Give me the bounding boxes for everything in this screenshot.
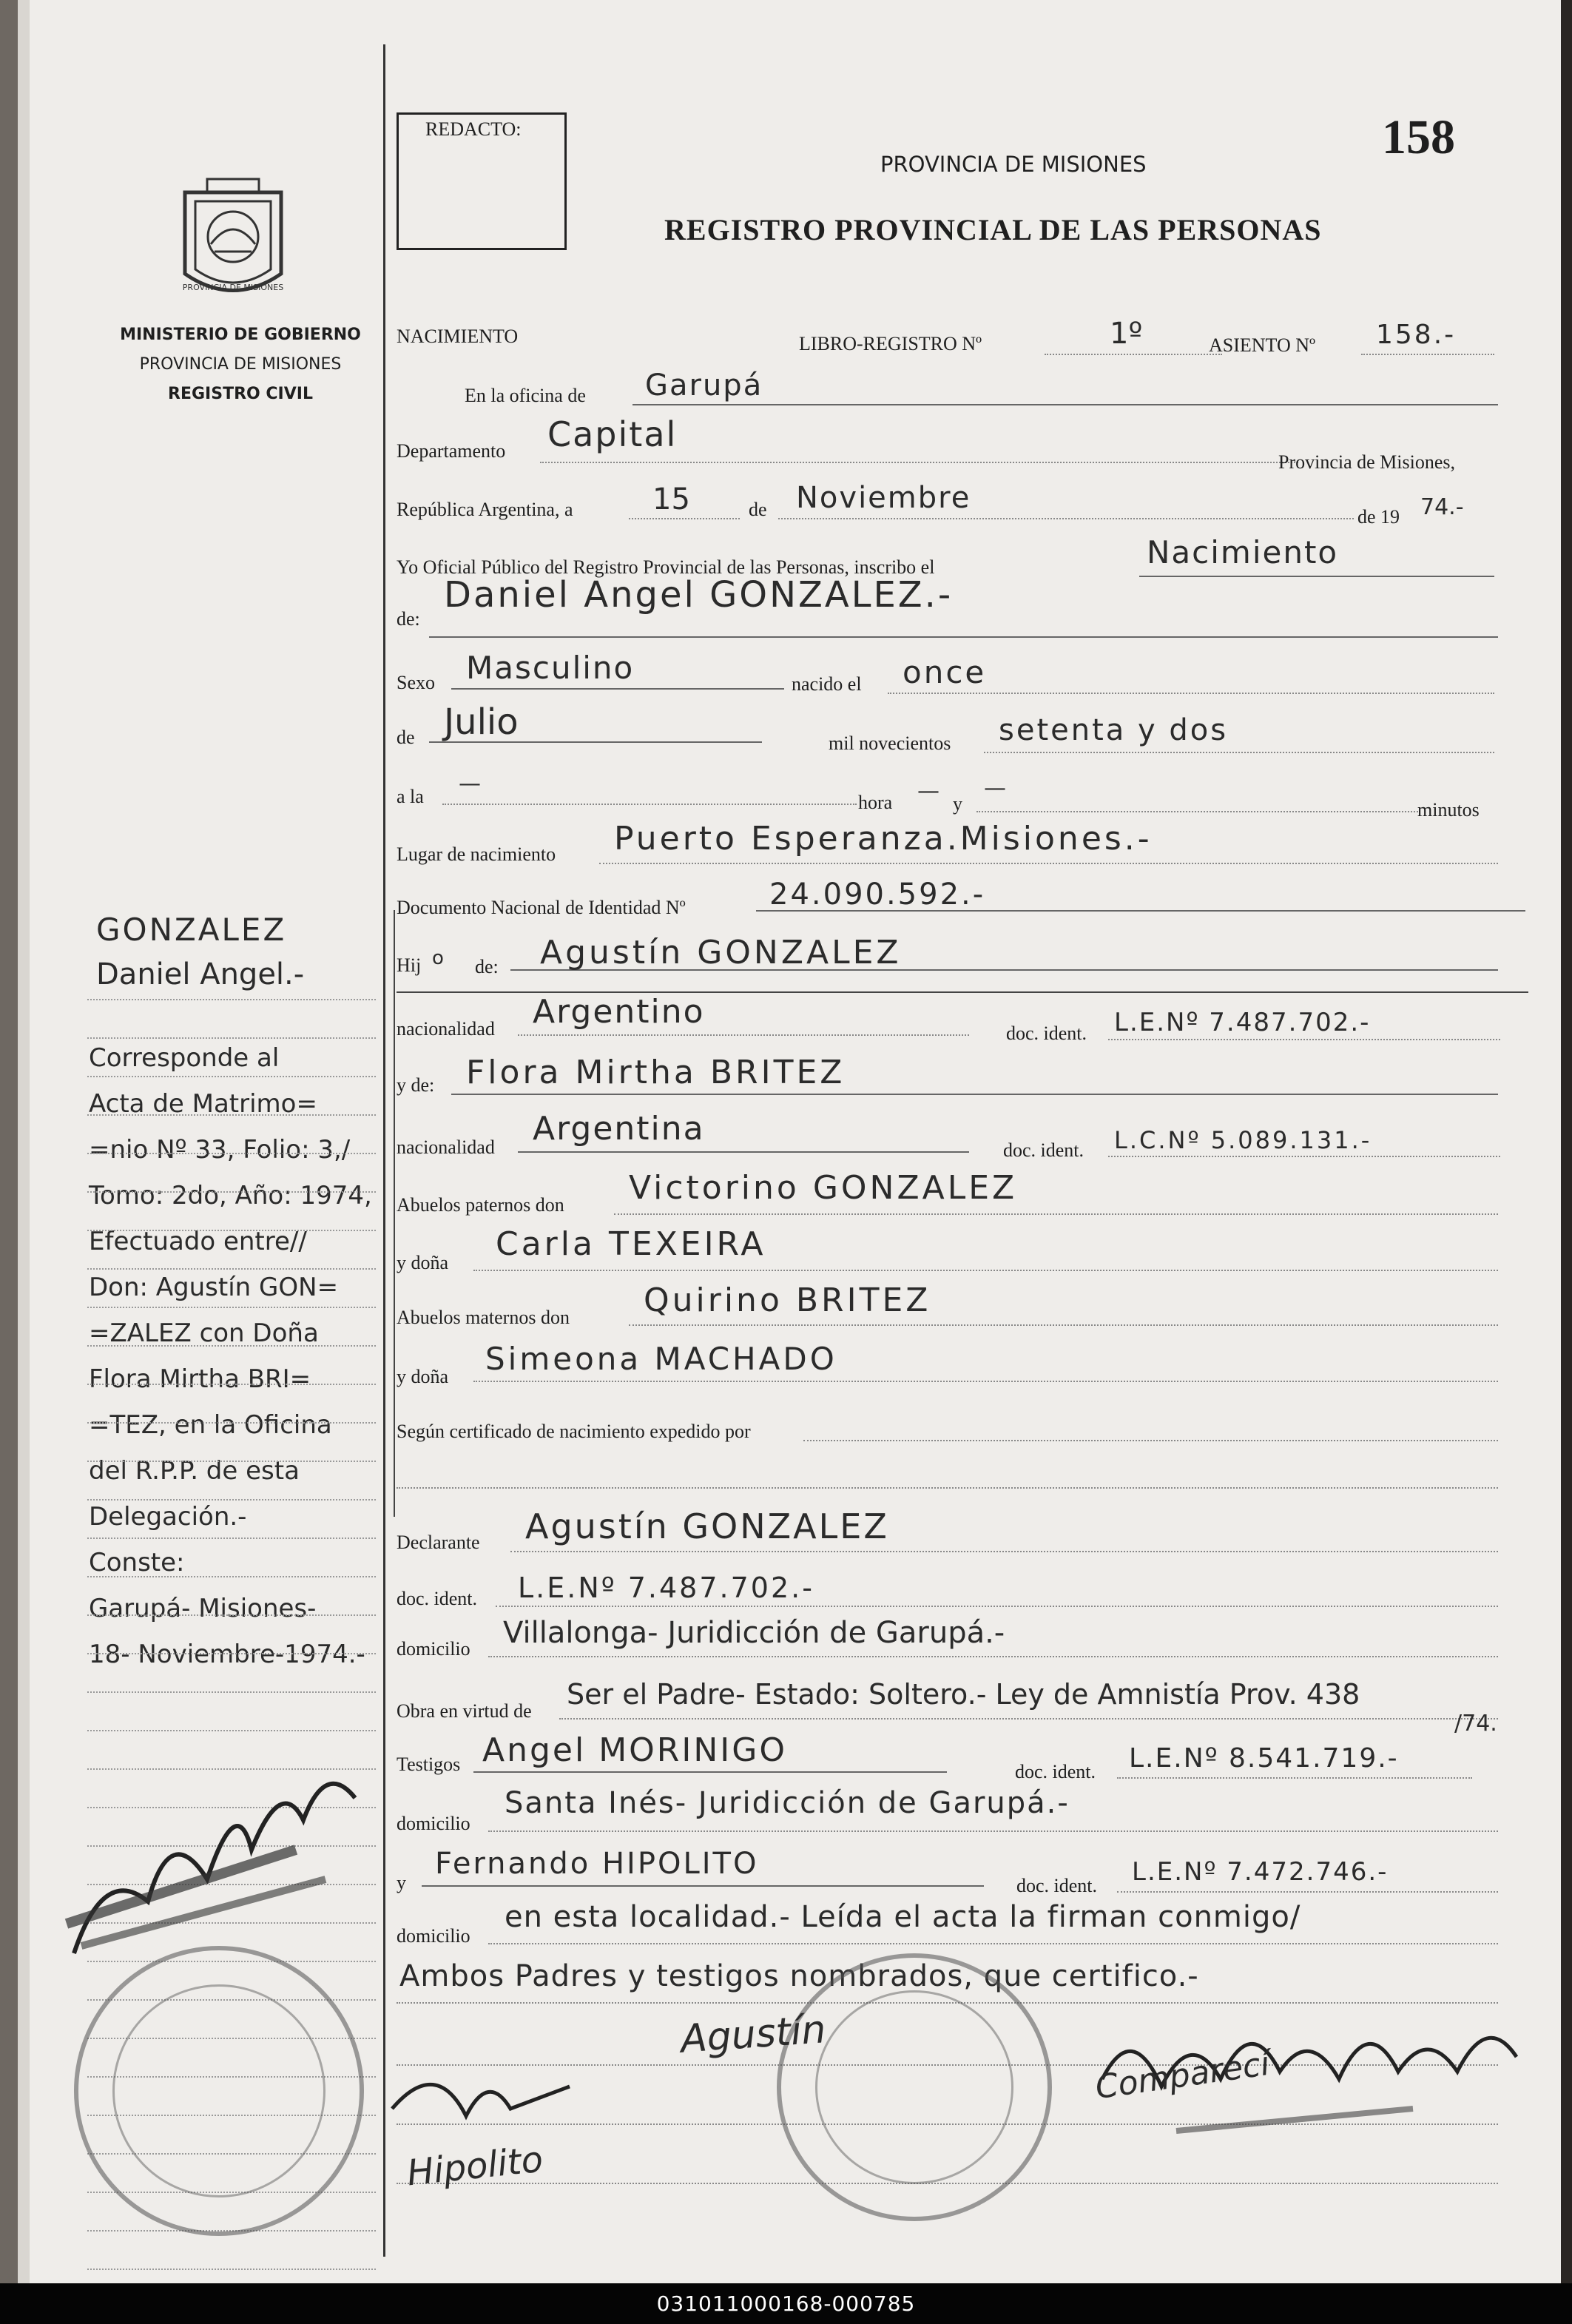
- de-nombre-label: de:: [397, 608, 420, 630]
- anio-nac-line: [984, 752, 1494, 753]
- madre-nac-label: nacionalidad: [397, 1136, 495, 1158]
- nacido-value: once: [903, 654, 987, 690]
- official-stamp-right-inner: [815, 1990, 1013, 2184]
- margin-dotted-line: [87, 1153, 376, 1154]
- minutos-line: [976, 811, 1420, 812]
- testigo2-doc-value: L.E.Nº 7.472.746.-: [1132, 1857, 1389, 1887]
- nacido-label: nacido el: [792, 673, 862, 695]
- ab-pat-value: Victorino GONZALEZ: [629, 1169, 1018, 1207]
- ala-label: a la: [397, 786, 424, 807]
- lugar-label: Lugar de nacimiento: [397, 843, 556, 865]
- margin-note-line: Acta de Matrimo=: [89, 1089, 317, 1119]
- decl-doc-line: [496, 1606, 1498, 1607]
- margin-dotted-line: [87, 1268, 376, 1270]
- province-emblem-icon: [178, 178, 289, 307]
- testigos-label: Testigos: [397, 1754, 461, 1775]
- margin-dotted-line: [87, 2269, 376, 2270]
- margin-dotted-line: [87, 1653, 376, 1654]
- y2-label: y: [397, 1872, 406, 1893]
- padre-doc-line: [1108, 1039, 1500, 1040]
- nombre-value: Daniel Angel GONZALEZ.-: [444, 574, 954, 616]
- margin-dotted-line: [87, 1691, 376, 1693]
- minutos-label: minutos: [1417, 799, 1480, 821]
- departamento-label: Departamento: [397, 440, 506, 462]
- sexo-value: Masculino: [466, 650, 635, 686]
- margin-dotted-line: [87, 1076, 376, 1077]
- padre-nac-value: Argentino: [533, 993, 705, 1031]
- padre-doc-label: doc. ident.: [1006, 1023, 1087, 1044]
- libro-line: [1045, 354, 1222, 355]
- madre-doc-line: [1108, 1156, 1500, 1157]
- decl-dom-label: domicilio: [397, 1638, 470, 1660]
- yde-label: y de:: [397, 1074, 435, 1096]
- obra-value: Ser el Padre- Estado: Soltero.- Ley de Amnistía Prov. 438: [567, 1678, 1360, 1711]
- margin-dotted-line: [87, 1576, 376, 1577]
- oficina-line: [632, 404, 1498, 405]
- ab-mat-dona-value: Simeona MACHADO: [485, 1341, 837, 1377]
- lugar-value: Puerto Esperanza.Misiones.-: [614, 820, 1153, 858]
- ab-pat-dona-label: y doña: [397, 1252, 449, 1273]
- page-number: 158: [1382, 110, 1455, 164]
- signature-official: Comparecí: [1093, 2044, 1272, 2107]
- mes-value: Noviembre: [796, 481, 971, 515]
- madre-nac-line: [518, 1151, 969, 1153]
- declarante-label: Declarante: [397, 1532, 480, 1553]
- oficina-value: Garupá: [645, 368, 763, 403]
- decl-doc-value: L.E.Nº 7.487.702.-: [518, 1572, 814, 1604]
- hijo-label: Hij: [397, 954, 422, 976]
- testigo2-dom-label: domicilio: [397, 1925, 470, 1947]
- segun-line-2: [397, 1487, 1498, 1489]
- dni-label: Documento Nacional de Identidad Nº: [397, 897, 686, 918]
- margin-dotted-line: [87, 1537, 376, 1539]
- testigo2-dom-value: en esta localidad.- Leída el acta la firman conmigo/: [505, 1900, 1301, 1934]
- testigo1-doc-value: L.E.Nº 8.541.719.-: [1129, 1743, 1399, 1774]
- margin-dotted-line: [87, 999, 376, 1000]
- sexo-line: [451, 688, 784, 690]
- hora-value: —: [917, 778, 940, 804]
- record-type: NACIMIENTO: [397, 326, 519, 347]
- testigo1-dom-line: [488, 1830, 1498, 1832]
- emblem-text: PROVINCIA DE MISIONES: [182, 283, 284, 292]
- ab-mat-label: Abuelos maternos don: [397, 1307, 570, 1328]
- ab-mat-dona-label: y doña: [397, 1366, 449, 1387]
- asiento-label: ASIENTO Nº: [1209, 334, 1316, 356]
- hijo-suffix: o: [432, 947, 444, 969]
- signature-hipolito: Hipolito: [405, 2138, 545, 2195]
- ministry-line-2: PROVINCIA DE MISIONES: [139, 355, 342, 374]
- de-label: de: [749, 499, 767, 520]
- cierre-value: Ambos Padres y testigos nombrados, que certifico.-: [399, 1959, 1199, 1993]
- margin-dotted-line: [87, 1307, 376, 1308]
- ministry-line-3: REGISTRO CIVIL: [168, 385, 313, 403]
- official-stamp-left-inner: [112, 1984, 325, 2197]
- margin-note-line: 18- Noviembre-1974.-: [89, 1640, 365, 1669]
- departamento-value: Capital: [547, 414, 678, 454]
- anio-nac-value: setenta y dos: [999, 713, 1229, 747]
- padre-doc-value: L.E.Nº 7.487.702.-: [1114, 1008, 1371, 1037]
- ab-pat-line: [614, 1213, 1498, 1215]
- mes-nac-value: Julio: [444, 701, 519, 743]
- dni-value: 24.090.592.-: [769, 878, 986, 912]
- ab-pat-label: Abuelos paternos don: [397, 1194, 564, 1216]
- y-label: y: [953, 793, 962, 815]
- testigo1-doc-label: doc. ident.: [1015, 1761, 1096, 1782]
- margin-dotted-line: [87, 1422, 376, 1424]
- testigo2-value: Fernando HIPOLITO: [435, 1847, 759, 1881]
- obra-suffix: /74.: [1454, 1711, 1497, 1737]
- padre-nac-label: nacionalidad: [397, 1018, 495, 1040]
- margin-dotted-line: [87, 1384, 376, 1385]
- ab-pat-dona-value: Carla TEXEIRA: [496, 1225, 766, 1263]
- margin-note-line: Garupá- Misiones-: [89, 1594, 317, 1623]
- margin-note-line: Tomo: 2do, Año: 1974,: [89, 1181, 372, 1210]
- madre-doc-value: L.C.Nº 5.089.131.-: [1114, 1126, 1372, 1154]
- testigo2-doc-line: [1117, 1891, 1498, 1893]
- dia-line: [629, 518, 740, 519]
- mil-label: mil novecientos: [829, 732, 951, 754]
- libro-value: 1º: [1110, 317, 1143, 351]
- ministry-line-1: MINISTERIO DE GOBIERNO: [120, 326, 361, 344]
- de19-label: de 19: [1357, 506, 1400, 528]
- ab-mat-line: [629, 1324, 1498, 1326]
- declarante-value: Agustín GONZALEZ: [525, 1506, 889, 1546]
- padre-nac-line: [518, 1034, 969, 1036]
- margin-dotted-line: [87, 1230, 376, 1231]
- margin-dotted-line: [87, 1037, 376, 1039]
- oficial-label: Yo Oficial Público del Registro Provincial de las Personas, inscribo el: [397, 556, 935, 578]
- libro-label: LIBRO-REGISTRO Nº: [799, 333, 982, 354]
- asiento-value: 158.-: [1376, 320, 1457, 350]
- madre-value: Flora Mirtha BRITEZ: [466, 1054, 846, 1091]
- decl-doc-label: doc. ident.: [397, 1588, 478, 1609]
- margin-note-line: Delegación.-: [89, 1502, 247, 1532]
- segun-label: Según certificado de nacimiento expedido por: [397, 1421, 751, 1442]
- testigo1-dom-value: Santa Inés- Juridicción de Garupá.-: [505, 1786, 1070, 1820]
- margin-dotted-line: [87, 1114, 376, 1116]
- ala-value: —: [459, 771, 481, 797]
- testigo2-doc-label: doc. ident.: [1016, 1875, 1098, 1896]
- testigo1-dom-label: domicilio: [397, 1813, 470, 1834]
- margin-note-line: =nio Nº 33, Folio: 3,/: [89, 1135, 351, 1165]
- registry-title: REGISTRO PROVINCIAL DE LAS PERSONAS: [664, 213, 1322, 246]
- declarante-line: [510, 1551, 1498, 1552]
- margin-dotted-line: [87, 1614, 376, 1616]
- nacido-line: [888, 693, 1494, 694]
- lugar-line: [599, 863, 1498, 864]
- decl-dom-line: [488, 1656, 1498, 1657]
- margin-note-line: Corresponde al: [89, 1043, 280, 1073]
- ab-mat-value: Quirino BRITEZ: [644, 1281, 931, 1319]
- margin-dotted-line: [87, 1499, 376, 1501]
- ala-line: [442, 804, 857, 805]
- obra-label: Obra en virtud de: [397, 1700, 532, 1722]
- margin-note-line: Efectuado entre//: [89, 1227, 307, 1256]
- oficina-label: En la oficina de: [465, 385, 586, 406]
- signature-left-icon: [59, 1731, 385, 1968]
- testigo2-line: [422, 1885, 984, 1887]
- asiento-line: [1361, 354, 1494, 355]
- signature-agustin: Agustín: [679, 2007, 828, 2062]
- madre-doc-label: doc. ident.: [1003, 1139, 1084, 1161]
- decl-dom-value: Villalonga- Juridicción de Garupá.-: [503, 1616, 1005, 1650]
- departamento-line: [540, 462, 1298, 463]
- obra-line: [559, 1718, 1498, 1720]
- nombre-line: [429, 636, 1498, 638]
- provincia-label: Provincia de Misiones,: [1278, 451, 1456, 473]
- madre-nac-value: Argentina: [533, 1110, 705, 1148]
- testigo2-dom-line: [488, 1943, 1498, 1944]
- margin-name-line-2: Daniel Angel.-: [96, 957, 305, 991]
- document-code-footer: 031011000168-000785: [0, 2283, 1572, 2324]
- madre-line: [451, 1094, 1498, 1095]
- redacto-label: REDACTO:: [425, 118, 522, 140]
- testigo1-line: [473, 1771, 947, 1773]
- dia-value: 15: [652, 482, 690, 516]
- padre-value: Agustín GONZALEZ: [540, 934, 902, 971]
- republica-label: República Argentina, a: [397, 499, 573, 520]
- ab-mat-dona-line: [473, 1381, 1498, 1382]
- margin-note-line: =ZALEZ con Doña: [89, 1318, 319, 1348]
- margin-note-line: del R.P.P. de esta: [89, 1456, 300, 1486]
- anio-value: 74.-: [1420, 494, 1464, 520]
- margin-note-line: =TEZ, en la Oficina: [89, 1410, 332, 1440]
- margin-note-line: Conste:: [89, 1548, 185, 1577]
- inscribo-line: [1139, 576, 1494, 577]
- hijo-de-label: de:: [475, 956, 499, 977]
- document-page: [30, 0, 1561, 2283]
- inscribo-value: Nacimiento: [1147, 534, 1339, 570]
- segun-line-1: [803, 1440, 1498, 1441]
- y-value: —: [984, 775, 1006, 801]
- sexo-label: Sexo: [397, 672, 435, 693]
- margin-divider: [394, 910, 395, 1517]
- margin-dotted-line: [87, 1461, 376, 1462]
- province-title: PROVINCIA DE MISIONES: [880, 152, 1147, 177]
- de2-label: de: [397, 727, 415, 748]
- margin-dotted-line: [87, 1345, 376, 1347]
- margin-name-line-1: GONZALEZ: [96, 912, 287, 948]
- margin-note-line: Flora Mirtha BRI=: [89, 1364, 311, 1394]
- mes-line: [778, 518, 1354, 519]
- hora-label: hora: [858, 792, 893, 813]
- testigo1-doc-line: [1117, 1777, 1472, 1779]
- ab-pat-dona-line: [473, 1270, 1498, 1271]
- margin-dotted-line: [87, 1191, 376, 1193]
- margin-note-line: Don: Agustín GON=: [89, 1273, 339, 1302]
- testigo1-value: Angel MORINIGO: [482, 1731, 787, 1769]
